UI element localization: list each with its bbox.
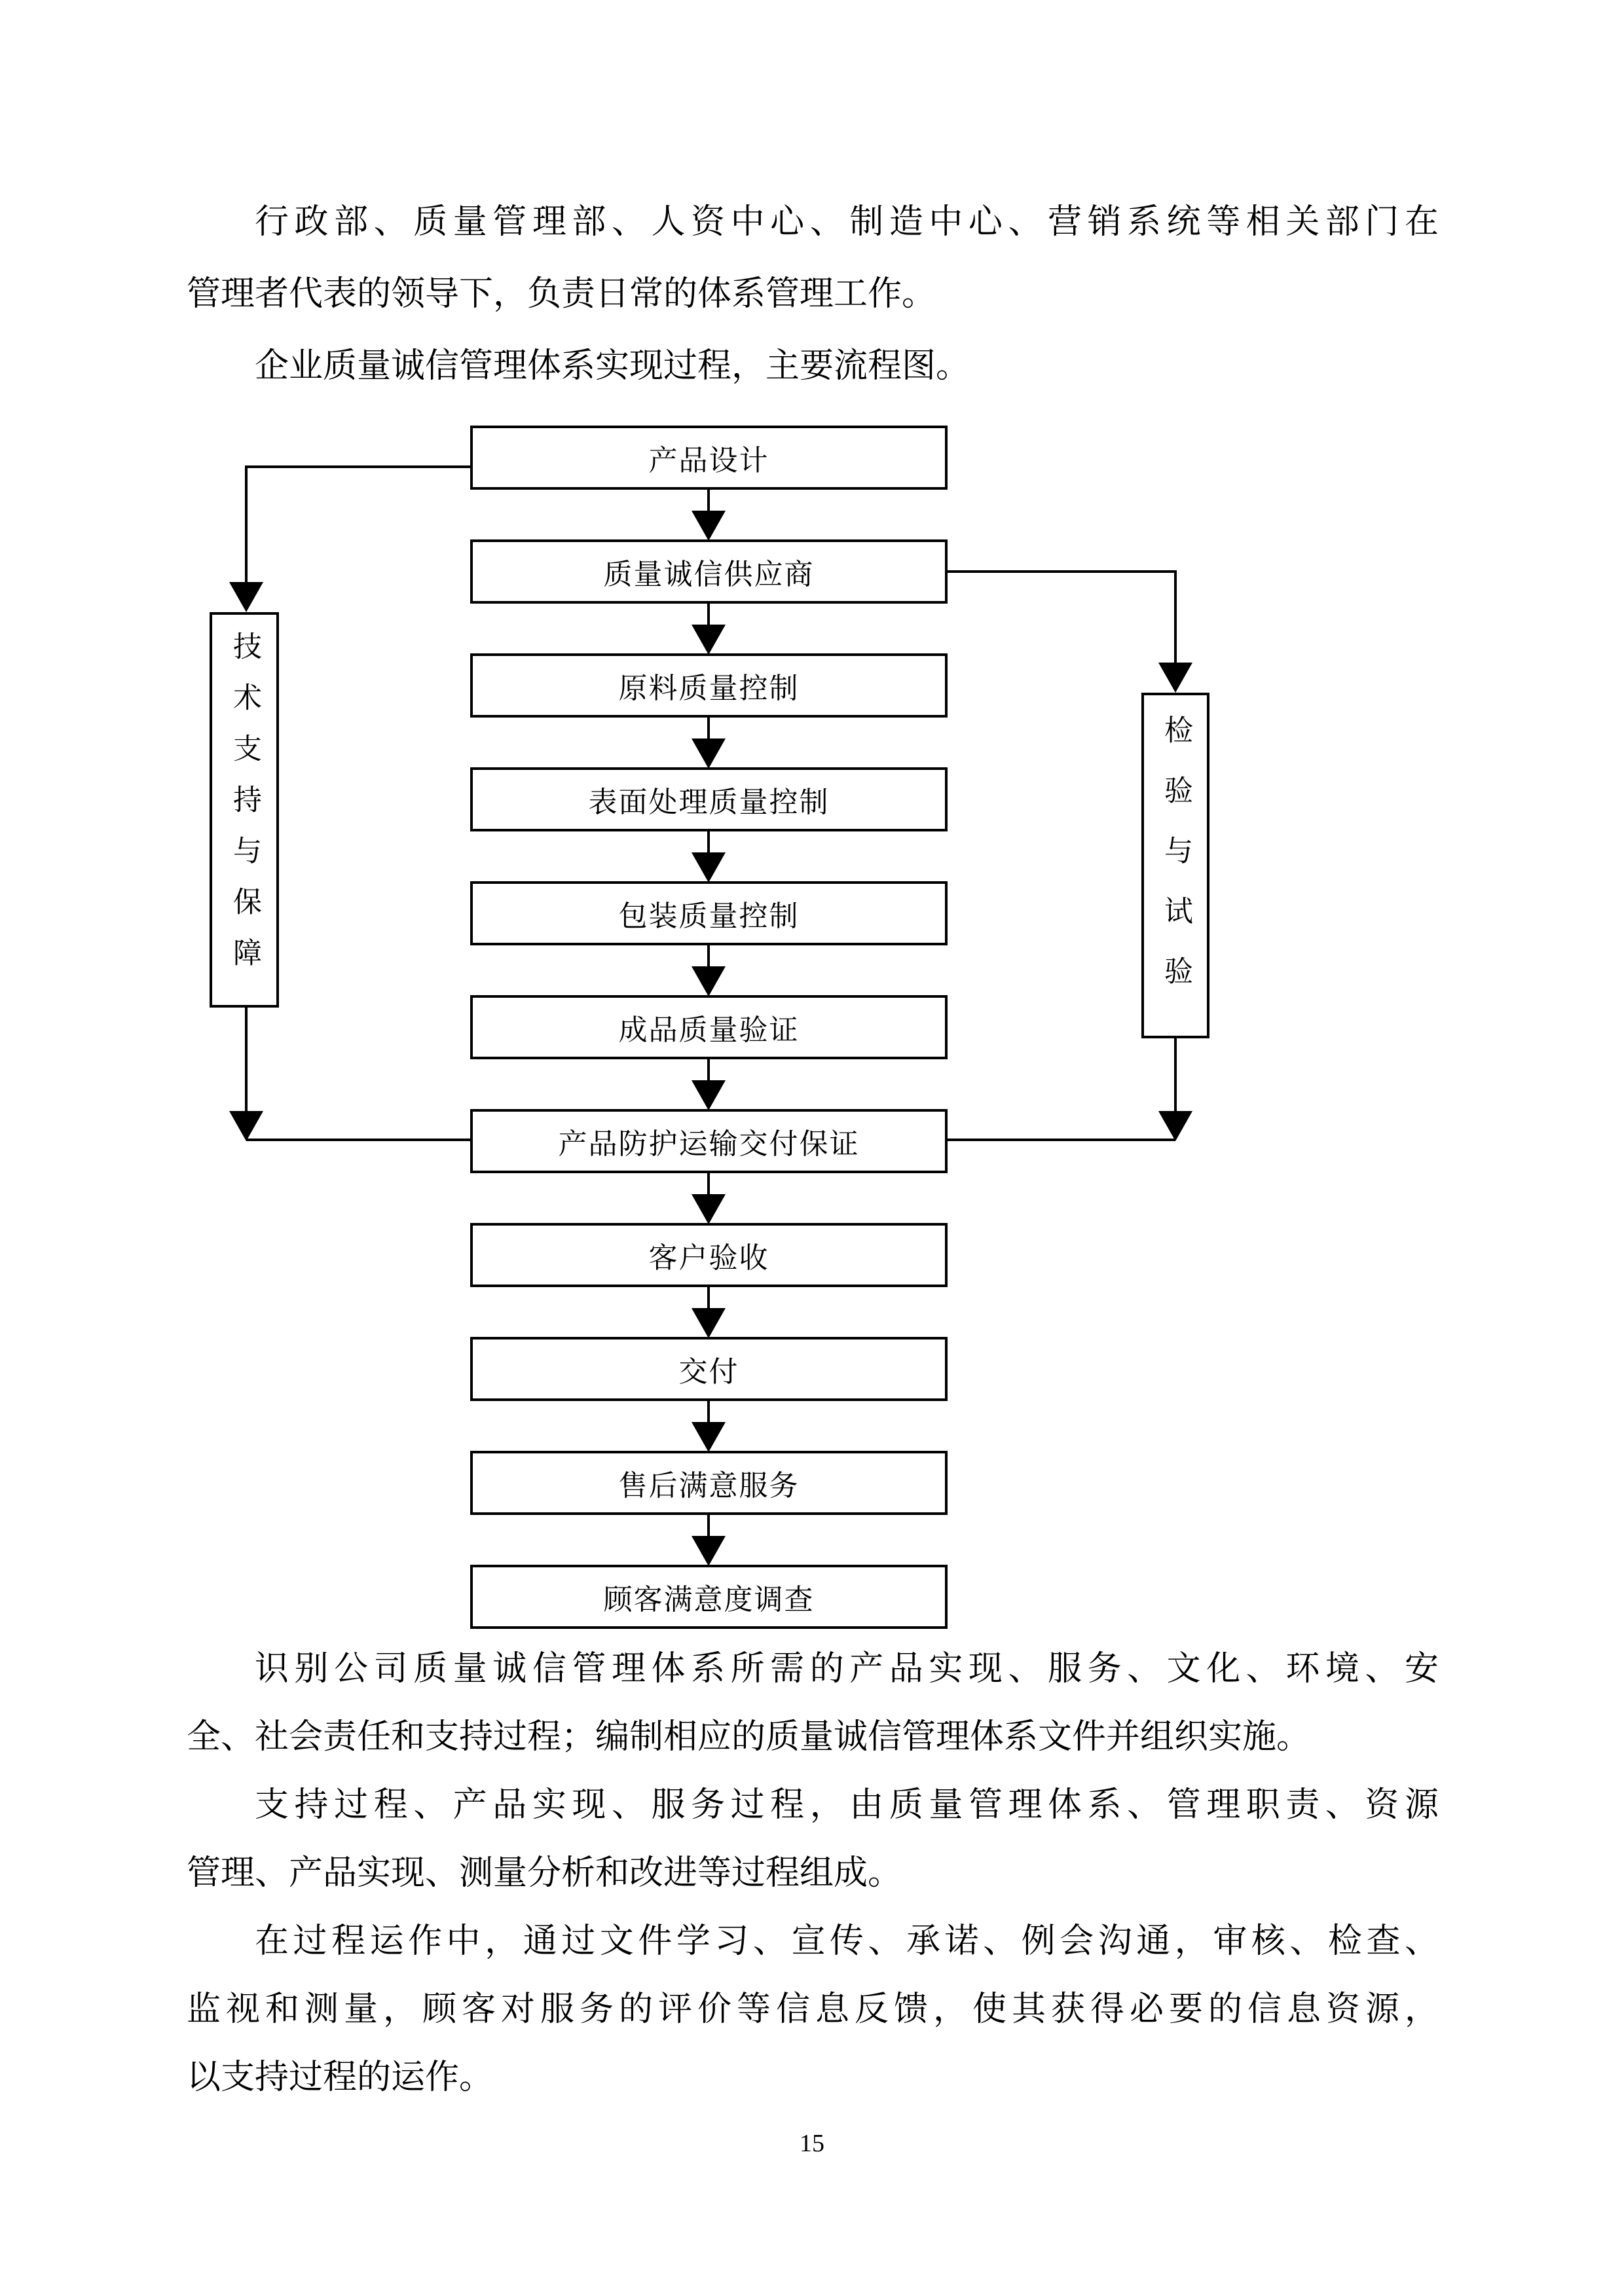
flow-connector-line bbox=[245, 1008, 248, 1111]
flow-box-label: 表面处理质量控制 bbox=[588, 786, 830, 818]
flow-box-label: 包装质量控制 bbox=[618, 900, 800, 932]
paragraph-line: 支持过程、产品实现、服务过程，由质量管理体系、管理职责、资源 bbox=[255, 1787, 1439, 1824]
flow-box-label: 交付 bbox=[678, 1356, 739, 1388]
flow-box-label: 技术支持与保障 bbox=[229, 631, 261, 989]
flow-box-label: 售后满意服务 bbox=[618, 1470, 800, 1502]
page-number: 15 bbox=[800, 2130, 824, 2157]
arrow-down-icon bbox=[229, 582, 263, 612]
arrow-down-icon bbox=[692, 1422, 726, 1452]
arrow-down-icon bbox=[692, 852, 726, 883]
arrow-down-icon bbox=[692, 1080, 726, 1110]
flow-connector-line bbox=[1174, 570, 1177, 663]
flow-box-packaging-qc bbox=[470, 881, 948, 945]
flow-box-product-design bbox=[470, 426, 948, 490]
paragraph-line: 监视和测量，顾客对服务的评价等信息反馈，使其获得必要的信息资源， bbox=[187, 1991, 1439, 2028]
flow-box-label: 顾客满意度调查 bbox=[603, 1584, 815, 1616]
flow-connector-line bbox=[707, 1287, 710, 1308]
flow-box-delivery bbox=[470, 1337, 948, 1401]
arrow-down-icon bbox=[1158, 1111, 1192, 1141]
flow-connector-line bbox=[948, 1139, 1175, 1141]
top-paragraphs bbox=[187, 187, 1439, 403]
flow-box-label: 产品防护运输交付保证 bbox=[558, 1128, 860, 1160]
paragraph-line: 企业质量诚信管理体系实现过程，主要流程图。 bbox=[255, 348, 970, 385]
flow-connector-line bbox=[707, 718, 710, 738]
flow-connector-line bbox=[707, 831, 710, 852]
flow-box-label: 成品质量验证 bbox=[618, 1014, 800, 1046]
flow-box-after-sales-service bbox=[470, 1451, 948, 1515]
flow-box-customer-acceptance bbox=[470, 1223, 948, 1287]
arrow-down-icon bbox=[692, 511, 726, 541]
flow-box-label: 检验与试验 bbox=[1160, 715, 1192, 1016]
flow-connector-line bbox=[246, 465, 470, 468]
flow-connector-line bbox=[707, 1059, 710, 1080]
arrow-down-icon bbox=[692, 738, 726, 769]
paragraph-line: 管理、产品实现、测量分析和改进等过程组成。 bbox=[187, 1855, 902, 1892]
paragraph-line: 行政部、质量管理部、人资中心、制造中心、营销系统等相关部门在 bbox=[255, 204, 1439, 241]
arrow-down-icon bbox=[692, 1308, 726, 1338]
paragraph-line: 识别公司质量诚信管理体系所需的产品实现、服务、文化、环境、安 bbox=[255, 1650, 1439, 1688]
flow-connector-line bbox=[707, 604, 710, 625]
flow-box-satisfaction-survey bbox=[470, 1565, 948, 1629]
paragraph-line: 全、社会责任和支持过程；编制相应的质量诚信管理体系文件并组织实施。 bbox=[187, 1719, 1311, 1756]
flow-connector-line bbox=[707, 1401, 710, 1422]
flow-box-inspection-test bbox=[1141, 693, 1209, 1038]
flow-connector-line bbox=[1174, 1038, 1177, 1111]
arrow-down-icon bbox=[692, 966, 726, 996]
flow-box-integrity-supplier bbox=[470, 539, 948, 604]
arrow-down-icon bbox=[229, 1111, 263, 1141]
flow-box-surface-treatment-qc bbox=[470, 767, 948, 831]
flow-box-raw-material-qc bbox=[470, 653, 948, 718]
arrow-down-icon bbox=[1158, 663, 1192, 693]
flow-box-delivery-assurance bbox=[470, 1109, 948, 1173]
paragraph-line: 管理者代表的领导下，负责日常的体系管理工作。 bbox=[187, 276, 936, 313]
flow-connector-line bbox=[707, 490, 710, 511]
flow-connector-line bbox=[245, 465, 248, 583]
flow-connector-line bbox=[948, 570, 1175, 573]
paragraph-line: 在过程运作中，通过文件学习、宣传、承诺、例会沟通，审核、检查、 bbox=[255, 1923, 1439, 1960]
flow-box-label: 产品设计 bbox=[648, 445, 769, 477]
paragraph-line: 以支持过程的运作。 bbox=[187, 2059, 494, 2096]
flow-box-label: 客户验收 bbox=[648, 1242, 769, 1274]
flow-connector-line bbox=[707, 945, 710, 966]
flow-box-label: 原料质量控制 bbox=[618, 672, 800, 704]
flow-connector-line bbox=[246, 1139, 470, 1141]
flow-box-label: 质量诚信供应商 bbox=[603, 558, 815, 591]
arrow-down-icon bbox=[692, 625, 726, 655]
bottom-paragraphs bbox=[187, 1635, 1439, 2112]
arrow-down-icon bbox=[692, 1536, 726, 1566]
flow-connector-line bbox=[707, 1515, 710, 1536]
flow-box-finished-verification bbox=[470, 995, 948, 1059]
flow-box-tech-support bbox=[210, 612, 279, 1008]
arrow-down-icon bbox=[692, 1194, 726, 1224]
flow-connector-line bbox=[707, 1173, 710, 1194]
